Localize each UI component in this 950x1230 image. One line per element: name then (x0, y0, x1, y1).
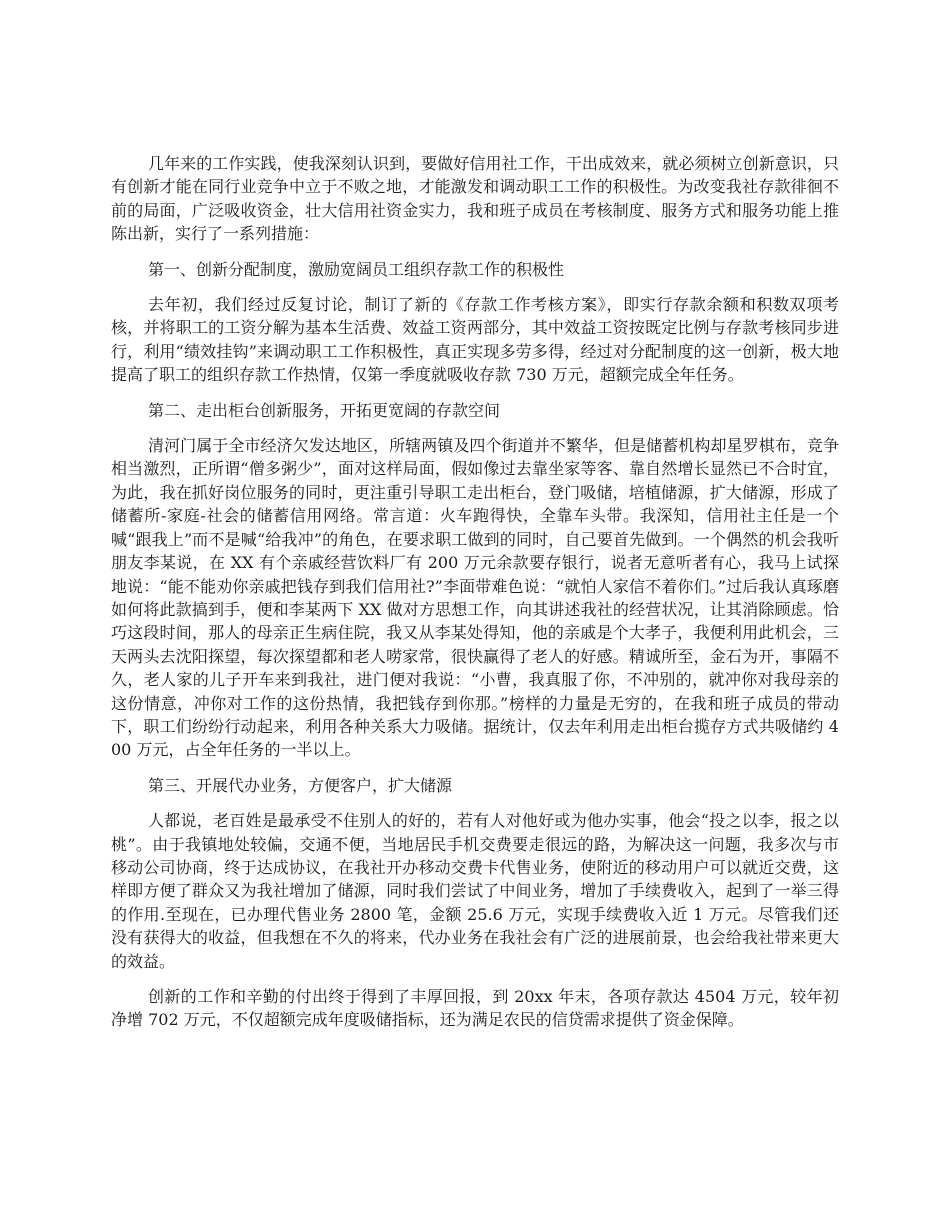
document-page (111, 152, 839, 1044)
section-3-body: 人都说，老百姓是最承受不住别人的好的，若有人对他好或为他办实事，他会“投之以李，报之以桃”。由于我镇地处较偏，交通不便，当地居民手机交费要走很远的路，为解决这一问题，我多次与市移动公司协商，终于达成协议，在我社开办移动交费卡代售业务，使附近的移动用户可以就近交费，这样即方便了群众又为我社增加了储源，同时我们尝试了中间业务，增加了手续费收入，起到了一举三得的作用.至现在，已办理代售业务 2800 笔，金额 25.6 万元，实现手续费收入近 1 万元。尽管我们还没有获得大的收益，但我想在不久的将来，代办业务在我社会有广泛的进展前景，也会给我社带来更大的效益。 (111, 811, 839, 971)
intro-paragraph: 几年来的工作实践，使我深刻认识到，要做好信用社工作，干出成效来，就必须树立创新意识，只有创新才能在同行业竞争中立于不败之地，才能激发和调动职工工作的积极性。为改变我社存款徘徊不前的局面，广泛吸收资金，壮大信用社资金实力，我和班子成员在考核制度、服务方式和服务功能上推陈出新，实行了一系列措施： (111, 154, 839, 244)
conclusion-paragraph: 创新的工作和辛勤的付出终于得到了丰厚回报，到 20xx 年末，各项存款达 4504 万元，较年初净增 702 万元，不仅超额完成年度吸储指标，还为满足农民的信贷需求提供了资金保障。 (111, 987, 839, 1030)
section-2-body: 清河门属于全市经济欠发达地区，所辖两镇及四个街道并不繁华，但是储蓄机构却星罗棋布，竞争相当激烈，正所谓“僧多粥少”，面对这样局面，假如像过去靠坐家等客、靠自然增长显然已不合时宜，为此，我在抓好岗位服务的同时，更注重引导职工走出柜台，登门吸储，培植储源，扩大储源，形成了储蓄所-家庭-社会的储蓄信用网络。常言道：火车跑得快，全靠车头带。我深知，信用社主任是一个喊“跟我上”而不是喊“给我冲”的角色，在要求职工做到的同时，自己要首先做到。一个偶然的机会我听朋友李某说，在 XX 有个亲戚经营饮料厂有 200 万元余款要存银行，说者无意听者有心，我马上试探地说：“能不能劝你亲戚把钱存到我们信用社?”李面带难色说：“就怕人家信不着你们。”过后我认真琢磨如何将此款搞到手，便和李某两下 XX 做对方思想工作，向其讲述我社的经营状况，让其消除顾虑。恰巧这段时间，那人的母亲正生病住院，我又从李某处得知，他的亲戚是个大孝子，我便利用此机会，三天两头去沈阳探望，每次探望都和老人唠家常，很快赢得了老人的好感。精诚所至，金石为开，事隔不久，老人家的儿子开车来到我社，进门便对我说：“小曹，我真服了你，不冲别的，就冲你对我母亲的这份情意，冲你对工作的这份热情，我把钱存到你那。”榜样的力量是无穷的，在我和班子成员的带动下，职工们纷纷行动起来，利用各种关系大力吸储。据统计，仅去年利用走出柜台揽存方式共吸储约 400 万元，占全年任务的一半以上。 (111, 436, 839, 760)
section-2-heading: 第二、走出柜台创新服务，开拓更宽阔的存款空间 (148, 400, 501, 420)
section-3-heading: 第三、开展代办业务，方便客户，扩大储源 (148, 775, 453, 795)
section-1-heading: 第一、创新分配制度，激励宽阔员工组织存款工作的积极性 (148, 259, 565, 279)
section-1-body: 去年初，我们经过反复讨论，制订了新的《存款工作考核方案》，即实行存款余额和积数双项考核，并将职工的工资分解为基本生活费、效益工资两部分，其中效益工资按既定比例与存款考核同步进行，利用“绩效挂钩”来调动职工工作积极性，真正实现多劳多得，经过对分配制度的这一创新，极大地提高了职工的组织存款工作热情，仅第一季度就吸收存款 730 万元，超额完成全年任务。 (111, 295, 839, 385)
